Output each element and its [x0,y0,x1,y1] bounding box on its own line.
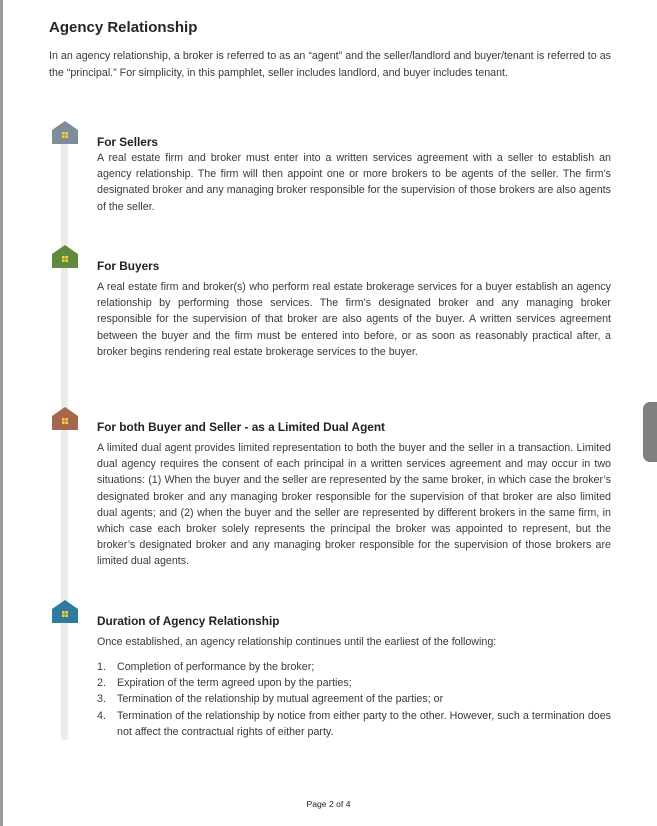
page-title: Agency Relationship [49,19,198,36]
list-number: 3. [97,693,106,706]
section-body: A limited dual agent provides limited representation to both the buyer and the seller in a transaction. Limited dual agency requires the consent of each principal in a written services agreement and may occur in two situations: (1) When the buyer and the seller are represented by the same broker, in which case the broker’s designated broker and any managing broker responsible for the supervision of that broker are also limited dual agents; and (2) when the buyer and the seller are represented by different brokers in the same firm, in which case each broker solely represents the principal the broker was appointed to represent, but the broker’s designated broker and any managing broker responsible for the supervision of those brokers are limited dual agents. [97,442,611,568]
scroll-handle[interactable] [643,402,657,462]
intro-paragraph: In an agency relationship, a broker is referred to as an “agent” and the seller/landlord and buyer/tenant is referred to as the “principal.” For simplicity, in this pamphlet, seller includes landlord, and buyer includes tenant. [49,50,611,79]
house-icon [51,599,79,623]
list-number: 4. [97,709,106,722]
timeline-line [61,140,68,740]
list-text: Termination of the relationship by notice from either party to the other. However, such a termination does not affect the contractual rights of either party. [117,709,611,738]
section-body: A real estate firm and broker must enter into a written services agreement with a seller to establish an agency relationship. The firm will then appoint one or more brokers to be agents of the seller. The firm’s designated broker and any managing broker responsible for the supervision of those brokers are also agents of the seller. [97,152,611,213]
list-item [97,659,611,675]
section-body: Once established, an agency relationship continues until the earliest of the following: [97,636,497,648]
section-heading: For Buyers [97,259,160,273]
list-item [97,675,611,691]
list-item [97,691,611,707]
list-text: Expiration of the term agreed upon by the parties; [117,677,352,690]
list-number: 1. [97,661,106,673]
termination-list [97,659,611,740]
page-number: Page 2 of 4 [306,799,351,809]
section-heading: For Sellers [97,135,158,149]
list-text: Completion of performance by the broker; [117,661,315,673]
section-body: A real estate firm and broker(s) who perform real estate brokerage services for a buyer establish an agency relationship by performing those services. The firm’s designated broker and any managing broker responsible for the supervision of that broker are also agents of the buyer. A written services agreement between the buyer and the firm must be entered into before, or as soon as reasonably practical after, a broker begins rendering real estate brokerage services to the buyer. [97,281,611,358]
house-icon [51,406,79,430]
list-text: Termination of the relationship by mutual agreement of the parties; or [117,693,444,706]
house-icon [51,244,79,268]
list-number: 2. [97,677,106,690]
house-icon [51,120,79,144]
list-item [97,708,611,740]
section-heading: For both Buyer and Seller - as a Limited Dual Agent [97,420,385,434]
page-edge [0,0,3,826]
section-heading: Duration of Agency Relationship [97,614,280,628]
